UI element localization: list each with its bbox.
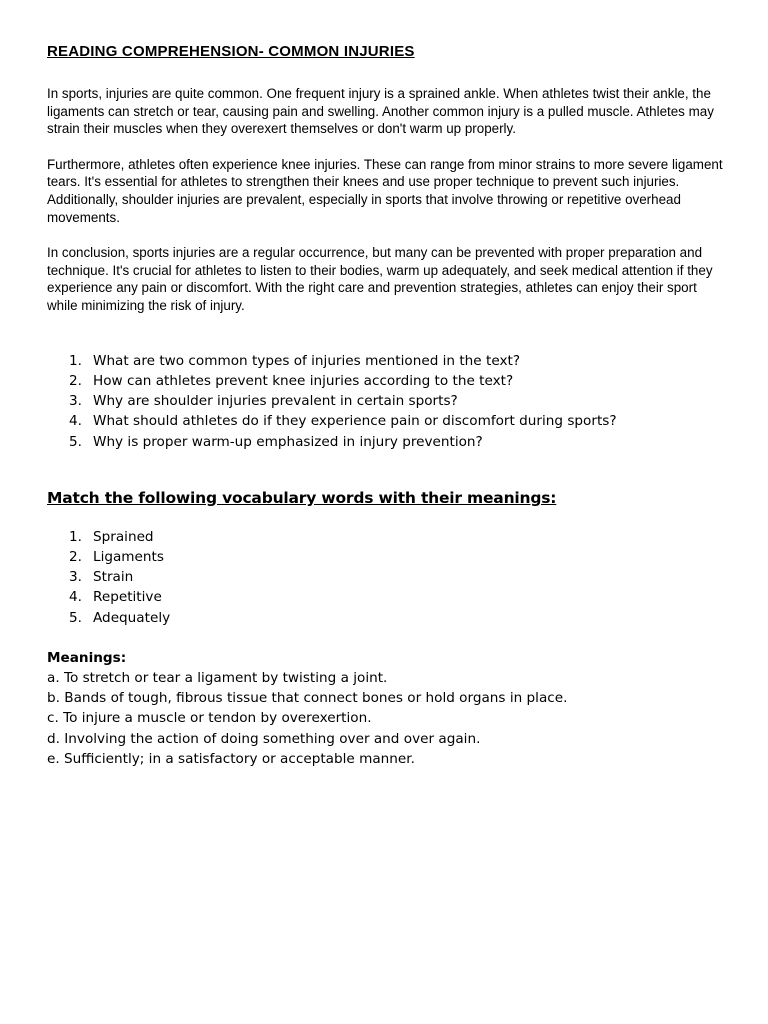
vocabulary-list <box>47 527 727 628</box>
vocabulary-word: Repetitive <box>93 589 162 606</box>
reading-paragraph-3: In conclusion, sports injuries are a regular occurrence, but many can be prevented with proper preparation and technique. It's crucial for athletes to listen to their bodies, warm up adequately, and seek medical attention if they experience any pain or discomfort. With the right care and prevention strategies, athletes can enjoy their sport while minimizing the risk of injury. <box>47 244 713 314</box>
meanings-section <box>47 648 727 769</box>
worksheet-title: READING COMPREHENSION- COMMON INJURIES <box>47 43 415 60</box>
vocabulary-item <box>47 608 727 628</box>
question-number: 2. <box>69 372 82 389</box>
question-item <box>47 391 727 411</box>
vocabulary-number: 4. <box>69 589 82 606</box>
vocabulary-heading: Match the following vocabulary words with their meanings: <box>47 488 557 507</box>
vocabulary-word: Ligaments <box>93 548 164 565</box>
vocabulary-word: Sprained <box>93 528 154 545</box>
vocabulary-item <box>47 527 727 547</box>
meanings-label: Meanings: <box>47 649 127 666</box>
question-number: 1. <box>69 352 82 369</box>
meaning-a: a. To stretch or tear a ligament by twisting a joint. <box>47 669 388 686</box>
meaning-d: d. Involving the action of doing something over and over again. <box>47 730 481 747</box>
vocabulary-number: 1. <box>69 528 82 545</box>
question-item <box>47 411 727 431</box>
reading-paragraph-1: In sports, injuries are quite common. One frequent injury is a sprained ankle. When athletes twist their ankle, the ligaments can stretch or tear, causing pain and swelling. Another common injury is a pulled muscle. Athletes may strain their muscles when they overexert themselves or don't warm up properly. <box>47 86 714 137</box>
vocabulary-number: 3. <box>69 569 82 586</box>
comprehension-questions <box>47 351 727 452</box>
question-number: 3. <box>69 393 82 410</box>
question-item <box>47 432 727 452</box>
vocabulary-item <box>47 587 727 607</box>
question-text: What are two common types of injuries mentioned in the text? <box>93 352 521 369</box>
vocabulary-word: Adequately <box>93 609 171 626</box>
vocabulary-item <box>47 547 727 567</box>
worksheet-page <box>47 42 727 769</box>
question-number: 4. <box>69 413 82 430</box>
vocabulary-number: 2. <box>69 548 82 565</box>
meaning-e: e. Sufficiently; in a satisfactory or acceptable manner. <box>47 750 415 767</box>
question-text: What should athletes do if they experience pain or discomfort during sports? <box>93 413 617 430</box>
question-item <box>47 371 727 391</box>
question-number: 5. <box>69 433 82 450</box>
vocabulary-word: Strain <box>93 569 134 586</box>
vocabulary-number: 5. <box>69 609 82 626</box>
vocabulary-item <box>47 567 727 587</box>
question-text: Why are shoulder injuries prevalent in certain sports? <box>93 393 458 410</box>
question-text: Why is proper warm-up emphasized in injury prevention? <box>93 433 483 450</box>
reading-paragraph-2: Furthermore, athletes often experience knee injuries. These can range from minor strains to more severe ligament tears. It's essential for athletes to strengthen their knees and use proper technique to prevent such injuries. Additionally, shoulder injuries are prevalent, especially in sports that involve throwing or repetitive overhead movements. <box>47 156 723 225</box>
question-item <box>47 351 727 371</box>
meaning-b: b. Bands of tough, fibrous tissue that connect bones or hold organs in place. <box>47 690 568 707</box>
question-text: How can athletes prevent knee injuries according to the text? <box>93 372 514 389</box>
meaning-c: c. To injure a muscle or tendon by overexertion. <box>47 710 372 727</box>
